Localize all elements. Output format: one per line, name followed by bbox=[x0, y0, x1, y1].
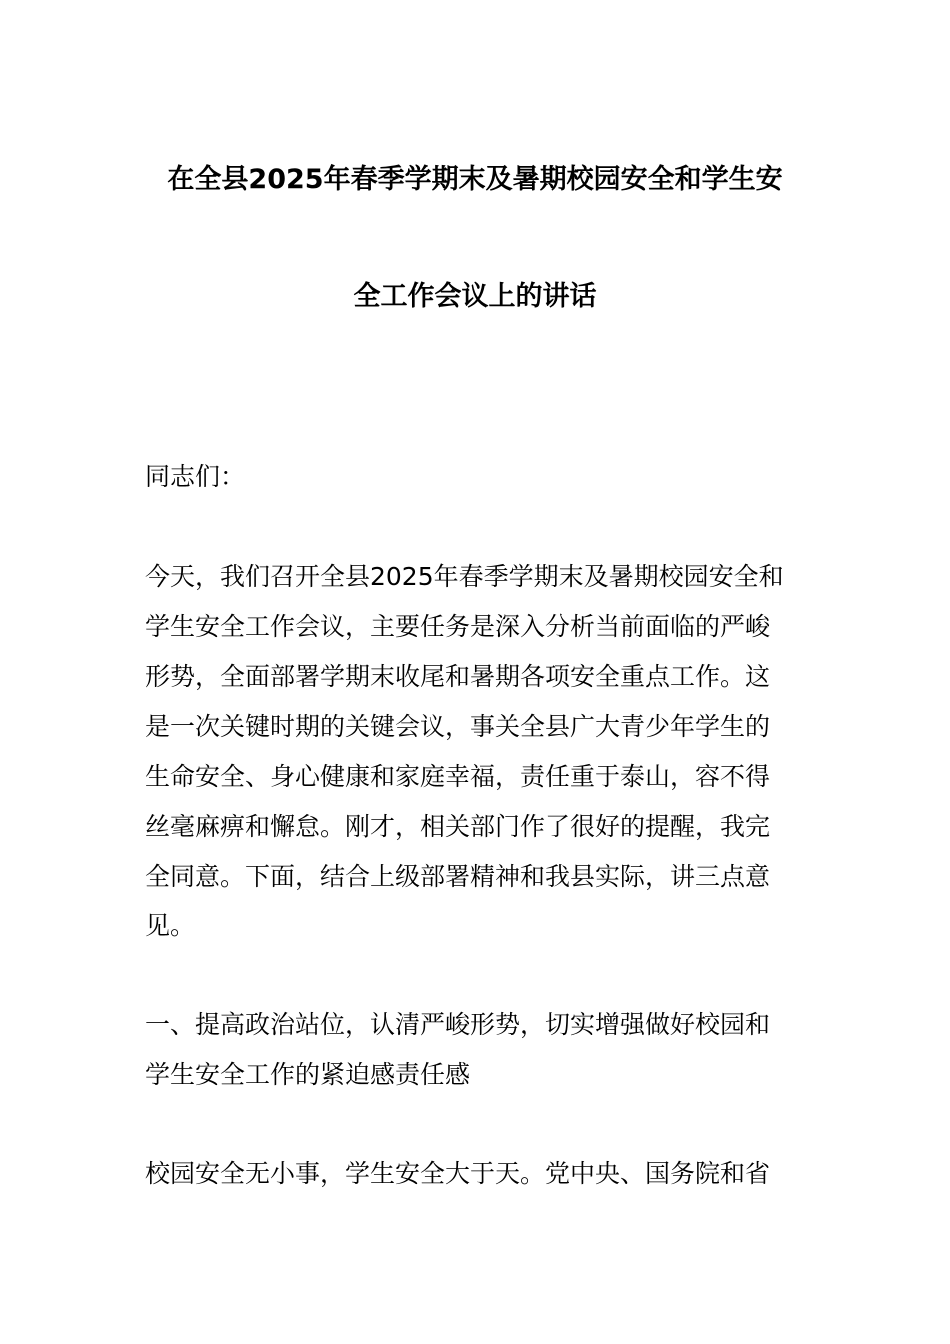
section-heading-1-line-1: 一、提高政治站位，认清严峻形势，切实增强做好校园和 bbox=[145, 1010, 771, 1039]
document-title-line-1: 在全县2025年春季学期末及暑期校园安全和学生安 bbox=[167, 164, 783, 195]
document-title-line-2: 全工作会议上的讲话 bbox=[353, 281, 597, 312]
paragraph-2-line-1: 校园安全无小事，学生安全大于天。党中央、国务院和省 bbox=[145, 1159, 771, 1188]
paragraph-1-line-3: 形势，全面部署学期末收尾和暑期各项安全重点工作。这 bbox=[145, 662, 771, 691]
paragraph-1-line-8: 见。 bbox=[145, 911, 196, 940]
paragraph-1-line-2: 学生安全工作会议，主要任务是深入分析当前面临的严峻 bbox=[145, 612, 771, 641]
paragraph-1-line-5: 生命安全、身心健康和家庭幸福，责任重于泰山，容不得 bbox=[145, 762, 771, 791]
paragraph-1-line-4: 是一次关键时期的关键会议，事关全县广大青少年学生的 bbox=[145, 712, 771, 741]
section-heading-1-line-2: 学生安全工作的紧迫感责任感 bbox=[145, 1060, 471, 1089]
salutation: 同志们： bbox=[145, 462, 246, 491]
paragraph-1-line-1: 今天，我们召开全县2025年春季学期末及暑期校园安全和 bbox=[145, 562, 784, 591]
paragraph-1-line-7: 全同意。下面，结合上级部署精神和我县实际，讲三点意 bbox=[145, 862, 771, 891]
paragraph-1-line-6: 丝毫麻痹和懈怠。刚才，相关部门作了很好的提醒，我完 bbox=[145, 812, 771, 841]
